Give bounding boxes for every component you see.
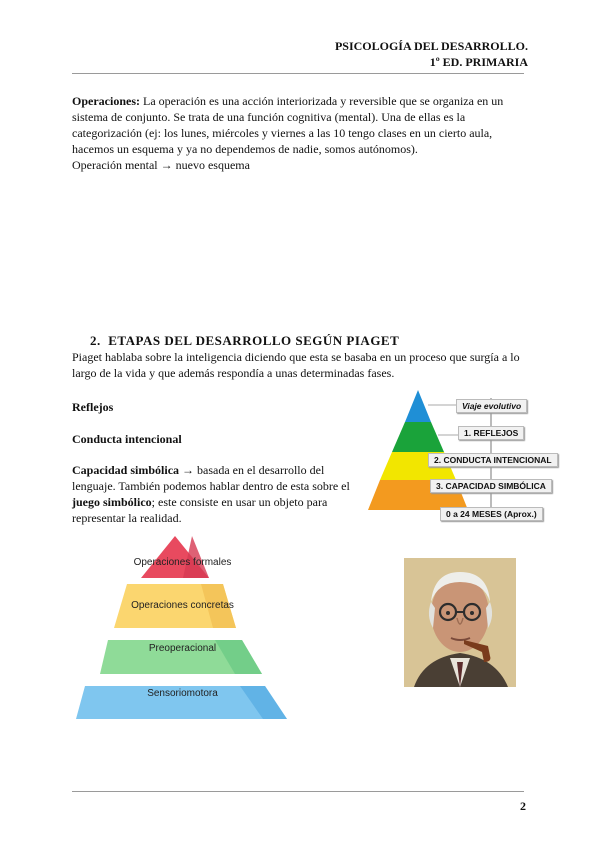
viaje-item-reflejos: 1. REFLEJOS — [458, 426, 524, 440]
header-line-1: PSICOLOGÍA DEL DESARROLLO. — [334, 39, 528, 53]
small-pyramid-green — [392, 422, 444, 452]
piaget-portrait — [404, 558, 516, 687]
small-pyramid-svg — [368, 390, 468, 514]
pyramid-label-sensoriomotora: Sensoriomotora — [147, 688, 218, 699]
small-pyramid-blue — [405, 390, 431, 422]
piaget-stages-pyramid — [75, 536, 290, 721]
section-title: ETAPAS DEL DESARROLLO SEGÚN PIAGET — [108, 333, 400, 348]
capacidad-text-2: ; este consiste en usar un objeto para representar la realidad. — [72, 495, 328, 525]
header-line-2: 1º ED. PRIMARIA — [429, 55, 528, 69]
subheading-conducta: Conducta intencional — [72, 432, 182, 446]
header-rule — [72, 73, 524, 74]
viaje-evolutivo-figure — [368, 390, 558, 520]
viaje-evolutivo-title: Viaje evolutivo — [456, 399, 527, 413]
header-title — [335, 38, 528, 70]
juego-simbolico-term: juego simbólico — [72, 495, 152, 509]
section-number: 2. — [90, 333, 101, 348]
pyramid-label-concretas: Operaciones concretas — [131, 600, 234, 611]
footer-rule — [72, 791, 524, 792]
viaje-item-conducta: 2. CONDUCTA INTENCIONAL — [428, 453, 558, 467]
portrait-illustration — [404, 558, 516, 687]
operaciones-paragraph — [72, 93, 527, 173]
operaciones-text: La operación es una acción interiorizada y reversible que se organiza en un sistema de conjunto. Se trata de una función cognitiva (mental). Una de ellas es la categorización (ej: los lunes, miércoles y viernes a las 10 tengo clases en un cierto aula, hacemos un esquema y ya no dependemos de nadie, somos autónomos). — [72, 94, 504, 156]
pyramid-label-formales: Operaciones formales — [133, 557, 232, 568]
section-intro: Piaget hablaba sobre la inteligencia diciendo que esta se basaba en un proceso que surgía a lo largo de la vida y que además respondía a unas determinadas fases. — [72, 350, 520, 380]
capacidad-text-1: → basada en el desarrollo del lenguaje. También podemos hablar dentro de esta sobre el — [72, 463, 350, 493]
capacidad-paragraph — [72, 462, 357, 526]
operaciones-term: Operaciones: — [72, 94, 140, 108]
viaje-item-edad: 0 a 24 MESES (Aprox.) — [440, 507, 543, 521]
capacidad-term: Capacidad simbólica — [72, 463, 180, 477]
subheading-reflejos: Reflejos — [72, 400, 114, 414]
section-heading — [90, 333, 399, 349]
page-number: 2 — [520, 799, 526, 813]
operaciones-line2: Operación mental → nuevo esquema — [72, 158, 250, 172]
viaje-item-capacidad: 3. CAPACIDAD SIMBÓLICA — [430, 479, 552, 493]
pyramid-label-preoperacional: Preoperacional — [148, 643, 217, 654]
